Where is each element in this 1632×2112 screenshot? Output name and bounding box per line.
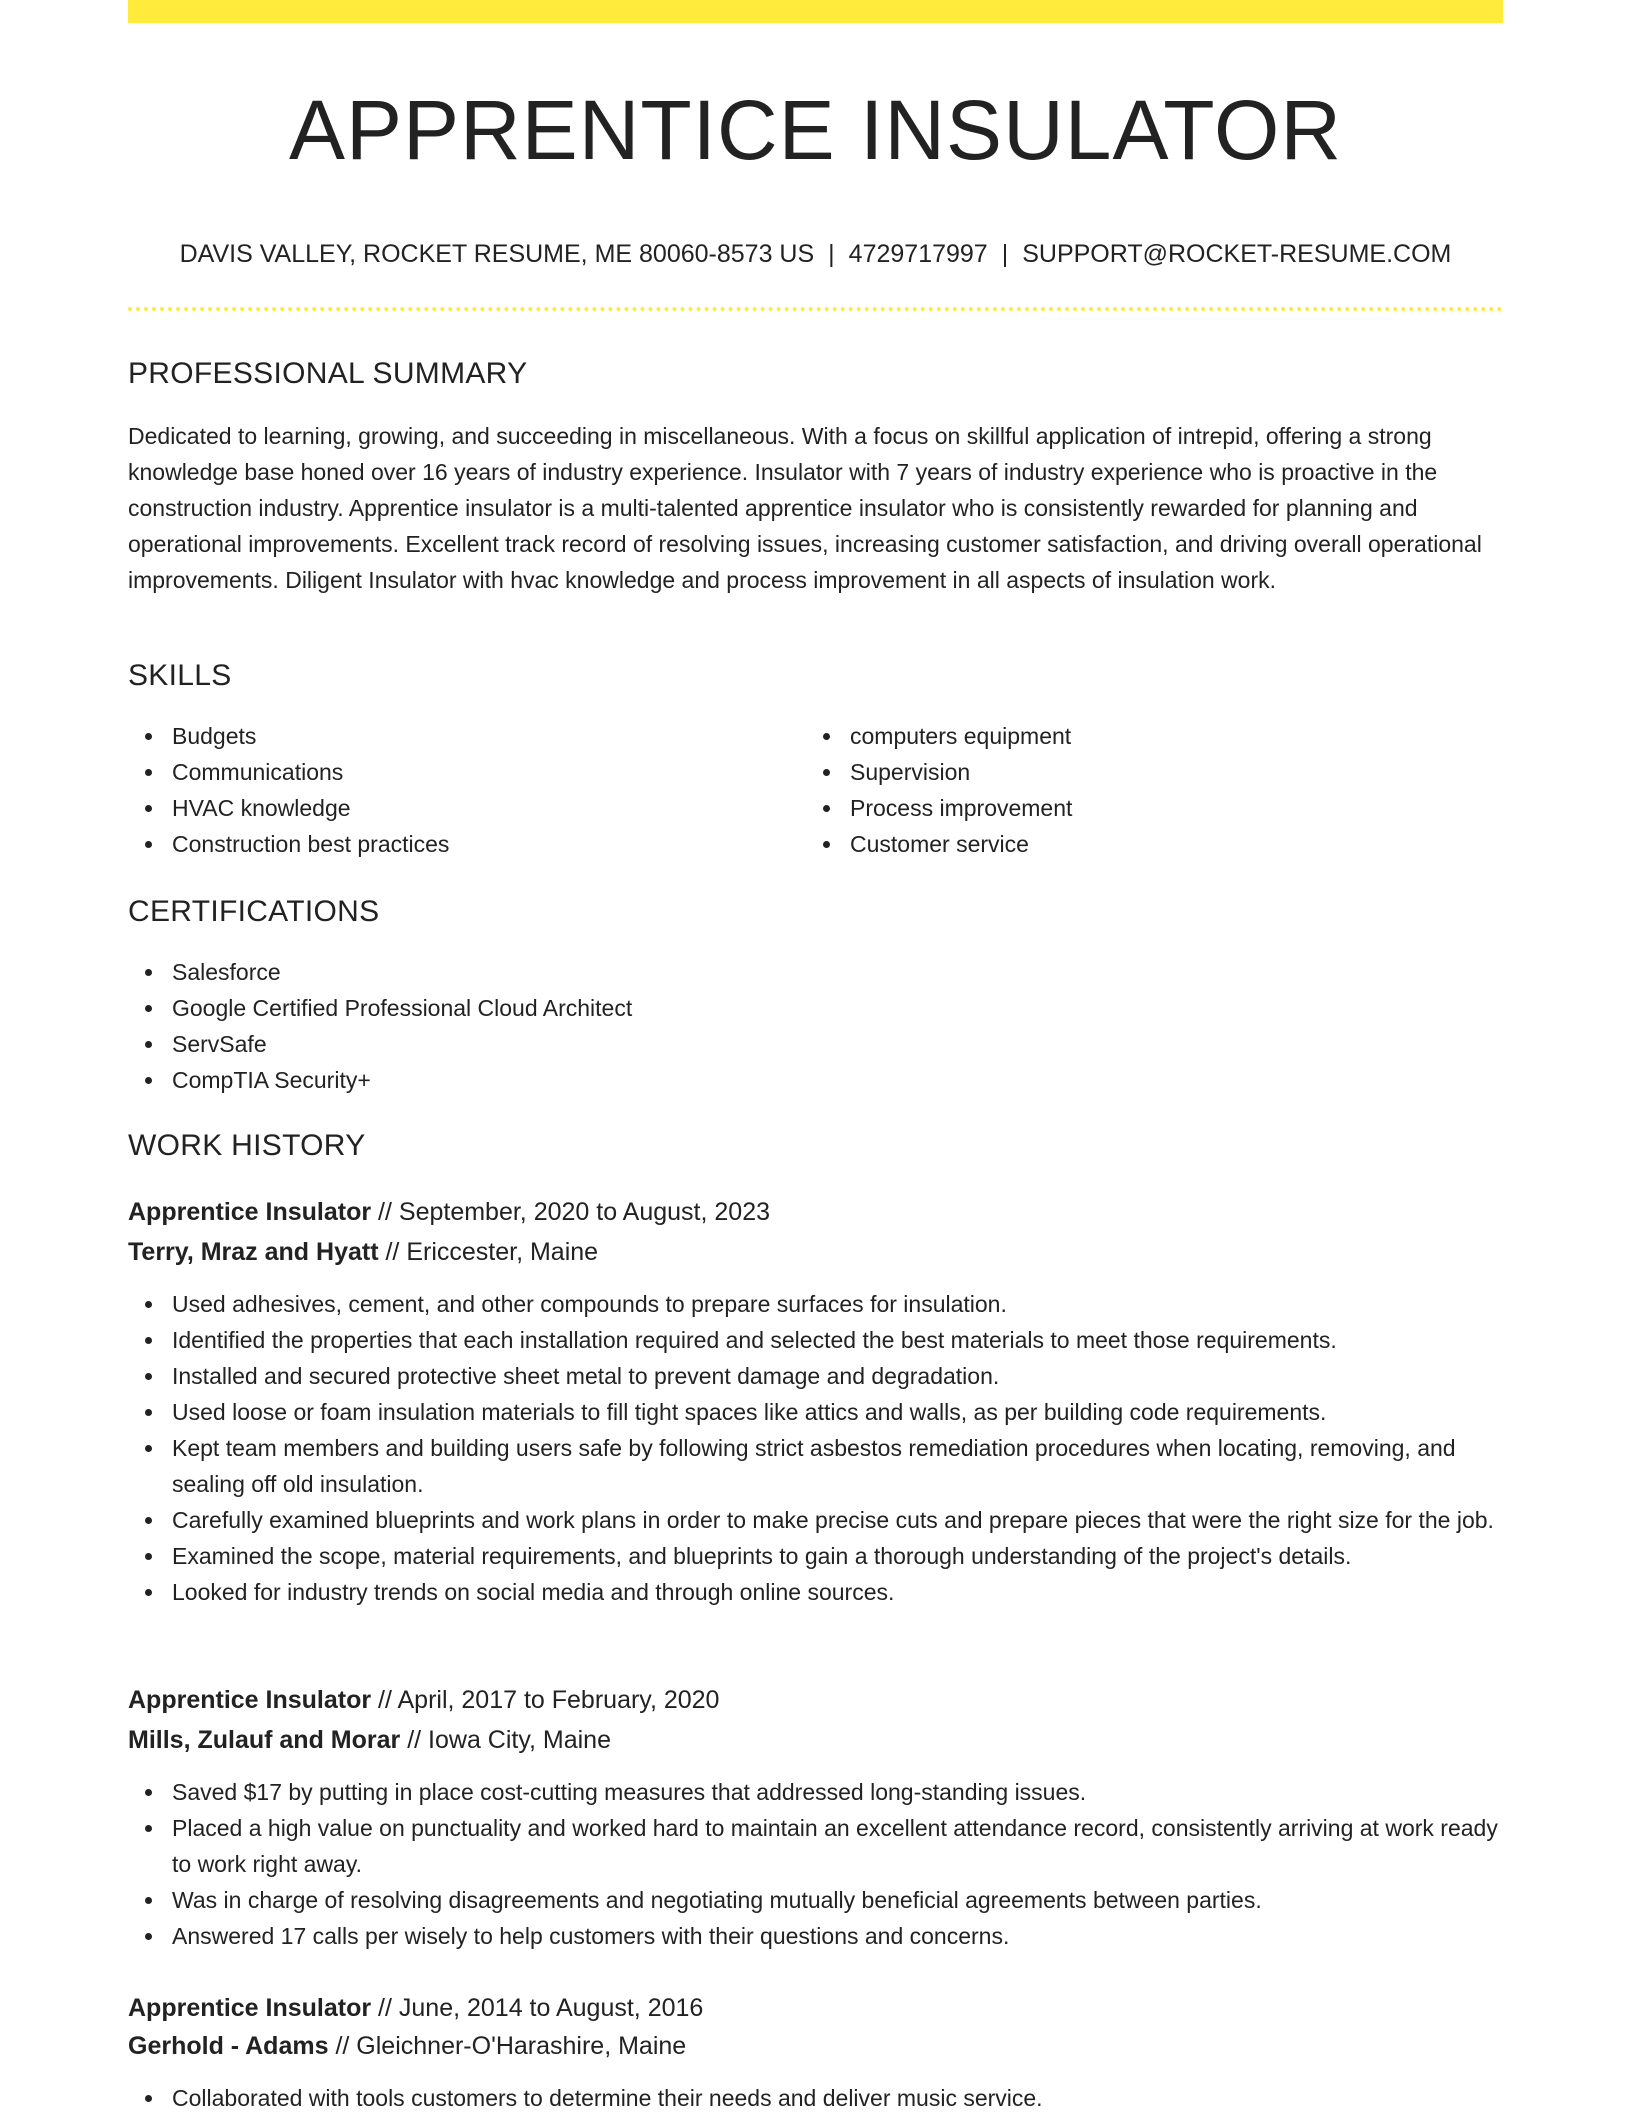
job-dates: April, 2017 to February, 2020 — [397, 1686, 720, 1714]
job-company-line — [128, 1234, 598, 1270]
list-item: Placed a high value on punctuality and worked hard to maintain an excellent attendance record, consistently arriving at work ready to work right away. — [128, 1810, 1503, 1882]
job-company-line — [128, 1722, 611, 1758]
list-item: Answered 17 calls per wisely to help customers with their questions and concerns. — [128, 1918, 1503, 1954]
job-company: Gerhold - Adams — [128, 2032, 329, 2060]
list-item: HVAC knowledge — [128, 790, 798, 826]
job-separator: // — [371, 1198, 399, 1226]
job-separator: // — [371, 1686, 398, 1714]
job-separator: // — [328, 2032, 357, 2060]
list-item: ServSafe — [128, 1026, 1503, 1062]
list-item: Budgets — [128, 718, 798, 754]
list-item: Carefully examined blueprints and work plans in order to make precise cuts and prepare pieces that were the right size for the job. — [128, 1502, 1503, 1538]
contact-phone: 4729717997 — [848, 240, 988, 268]
list-item: Looked for industry trends on social media and through online sources. — [128, 1574, 1503, 1610]
list-item: Customer service — [806, 826, 1496, 862]
summary-text: Dedicated to learning, growing, and succeeding in miscellaneous. With a focus on skillful application of intrepid, offering a strong knowledge base honed over 16 years of industry experience. Insulator with 7 years of industry experience who is proactive in the construction industry. Apprentice insulator is a multi-talented apprentice insulator who is consistently rewarded for planning and operational improvements. Excellent track record of resolving issues, increasing customer satisfaction, and driving overall operational improvements. Diligent Insulator with hvac knowledge and process improvement in all aspects of insulation work. — [128, 423, 1482, 593]
job-dates: June, 2014 to August, 2016 — [398, 1994, 704, 2022]
list-item: Communications — [128, 754, 798, 790]
accent-top-bar — [128, 0, 1503, 23]
list-item: Collaborated with tools customers to determine their needs and deliver music service. — [128, 2080, 1503, 2112]
job-title: Apprentice Insulator — [128, 1198, 372, 1226]
job-location: Iowa City, Maine — [428, 1726, 611, 1754]
list-item: Supervision — [806, 754, 1496, 790]
job-title-line — [128, 1194, 770, 1230]
resume-title: APPRENTICE INSULATOR — [288, 83, 1343, 177]
job-company: Mills, Zulauf and Morar — [128, 1726, 401, 1754]
contact-line — [128, 236, 1503, 272]
job-title: Apprentice Insulator — [128, 1994, 372, 2022]
skills-list-right — [806, 718, 1496, 862]
list-item: Saved $17 by putting in place cost-cutting measures that addressed long-standing issues. — [128, 1774, 1503, 1810]
list-item: Was in charge of resolving disagreements and negotiating mutually beneficial agreements between parties. — [128, 1882, 1503, 1918]
certifications-list — [128, 954, 1503, 1098]
list-item: Process improvement — [806, 790, 1496, 826]
list-item: Examined the scope, material requirements, and blueprints to gain a thorough understanding of the project's details. — [128, 1538, 1503, 1574]
contact-address: DAVIS VALLEY, ROCKET RESUME, ME 80060-8573 US — [179, 240, 815, 268]
list-item: Kept team members and building users safe by following strict asbestos remediation procedures when locating, removing, and sealing off old insulation. — [128, 1430, 1503, 1502]
list-item: Used loose or foam insulation materials to fill tight spaces like attics and walls, as per building code requirements. — [128, 1394, 1503, 1430]
job-separator: // — [371, 1994, 399, 2022]
contact-separator: | — [1001, 240, 1009, 268]
job-title-line — [128, 1682, 719, 1718]
list-item: Installed and secured protective sheet metal to prevent damage and degradation. — [128, 1358, 1503, 1394]
job-company: Terry, Mraz and Hyatt — [128, 1238, 379, 1266]
header-divider — [128, 307, 1503, 311]
job-location: Gleichner-O'Harashire, Maine — [356, 2032, 687, 2060]
job-bullets — [128, 1286, 1503, 1610]
list-item: Google Certified Professional Cloud Architect — [128, 990, 1503, 1026]
job-company-line — [128, 2028, 686, 2064]
contact-separator: | — [828, 240, 835, 268]
job-bullets — [128, 2080, 1503, 2112]
job-title-line — [128, 1990, 703, 2026]
list-item: Salesforce — [128, 954, 1503, 990]
skills-heading: SKILLS — [128, 659, 232, 692]
summary-heading: PROFESSIONAL SUMMARY — [128, 357, 528, 390]
skills-list-left — [128, 718, 798, 862]
job-location: Ericcester, Maine — [406, 1238, 599, 1266]
job-dates: September, 2020 to August, 2023 — [398, 1198, 771, 1226]
list-item: Used adhesives, cement, and other compounds to prepare surfaces for insulation. — [128, 1286, 1503, 1322]
job-title: Apprentice Insulator — [128, 1686, 372, 1714]
list-item: computers equipment — [806, 718, 1496, 754]
list-item: CompTIA Security+ — [128, 1062, 1503, 1098]
job-separator: // — [400, 1726, 429, 1754]
work-history-heading: WORK HISTORY — [128, 1129, 366, 1162]
job-bullets — [128, 1774, 1503, 1954]
job-separator: // — [378, 1238, 407, 1266]
contact-email[interactable]: SUPPORT@ROCKET-RESUME.COM — [1022, 240, 1452, 268]
list-item: Identified the properties that each installation required and selected the best materials to meet those requirements. — [128, 1322, 1503, 1358]
certifications-heading: CERTIFICATIONS — [128, 895, 380, 928]
list-item: Construction best practices — [128, 826, 798, 862]
